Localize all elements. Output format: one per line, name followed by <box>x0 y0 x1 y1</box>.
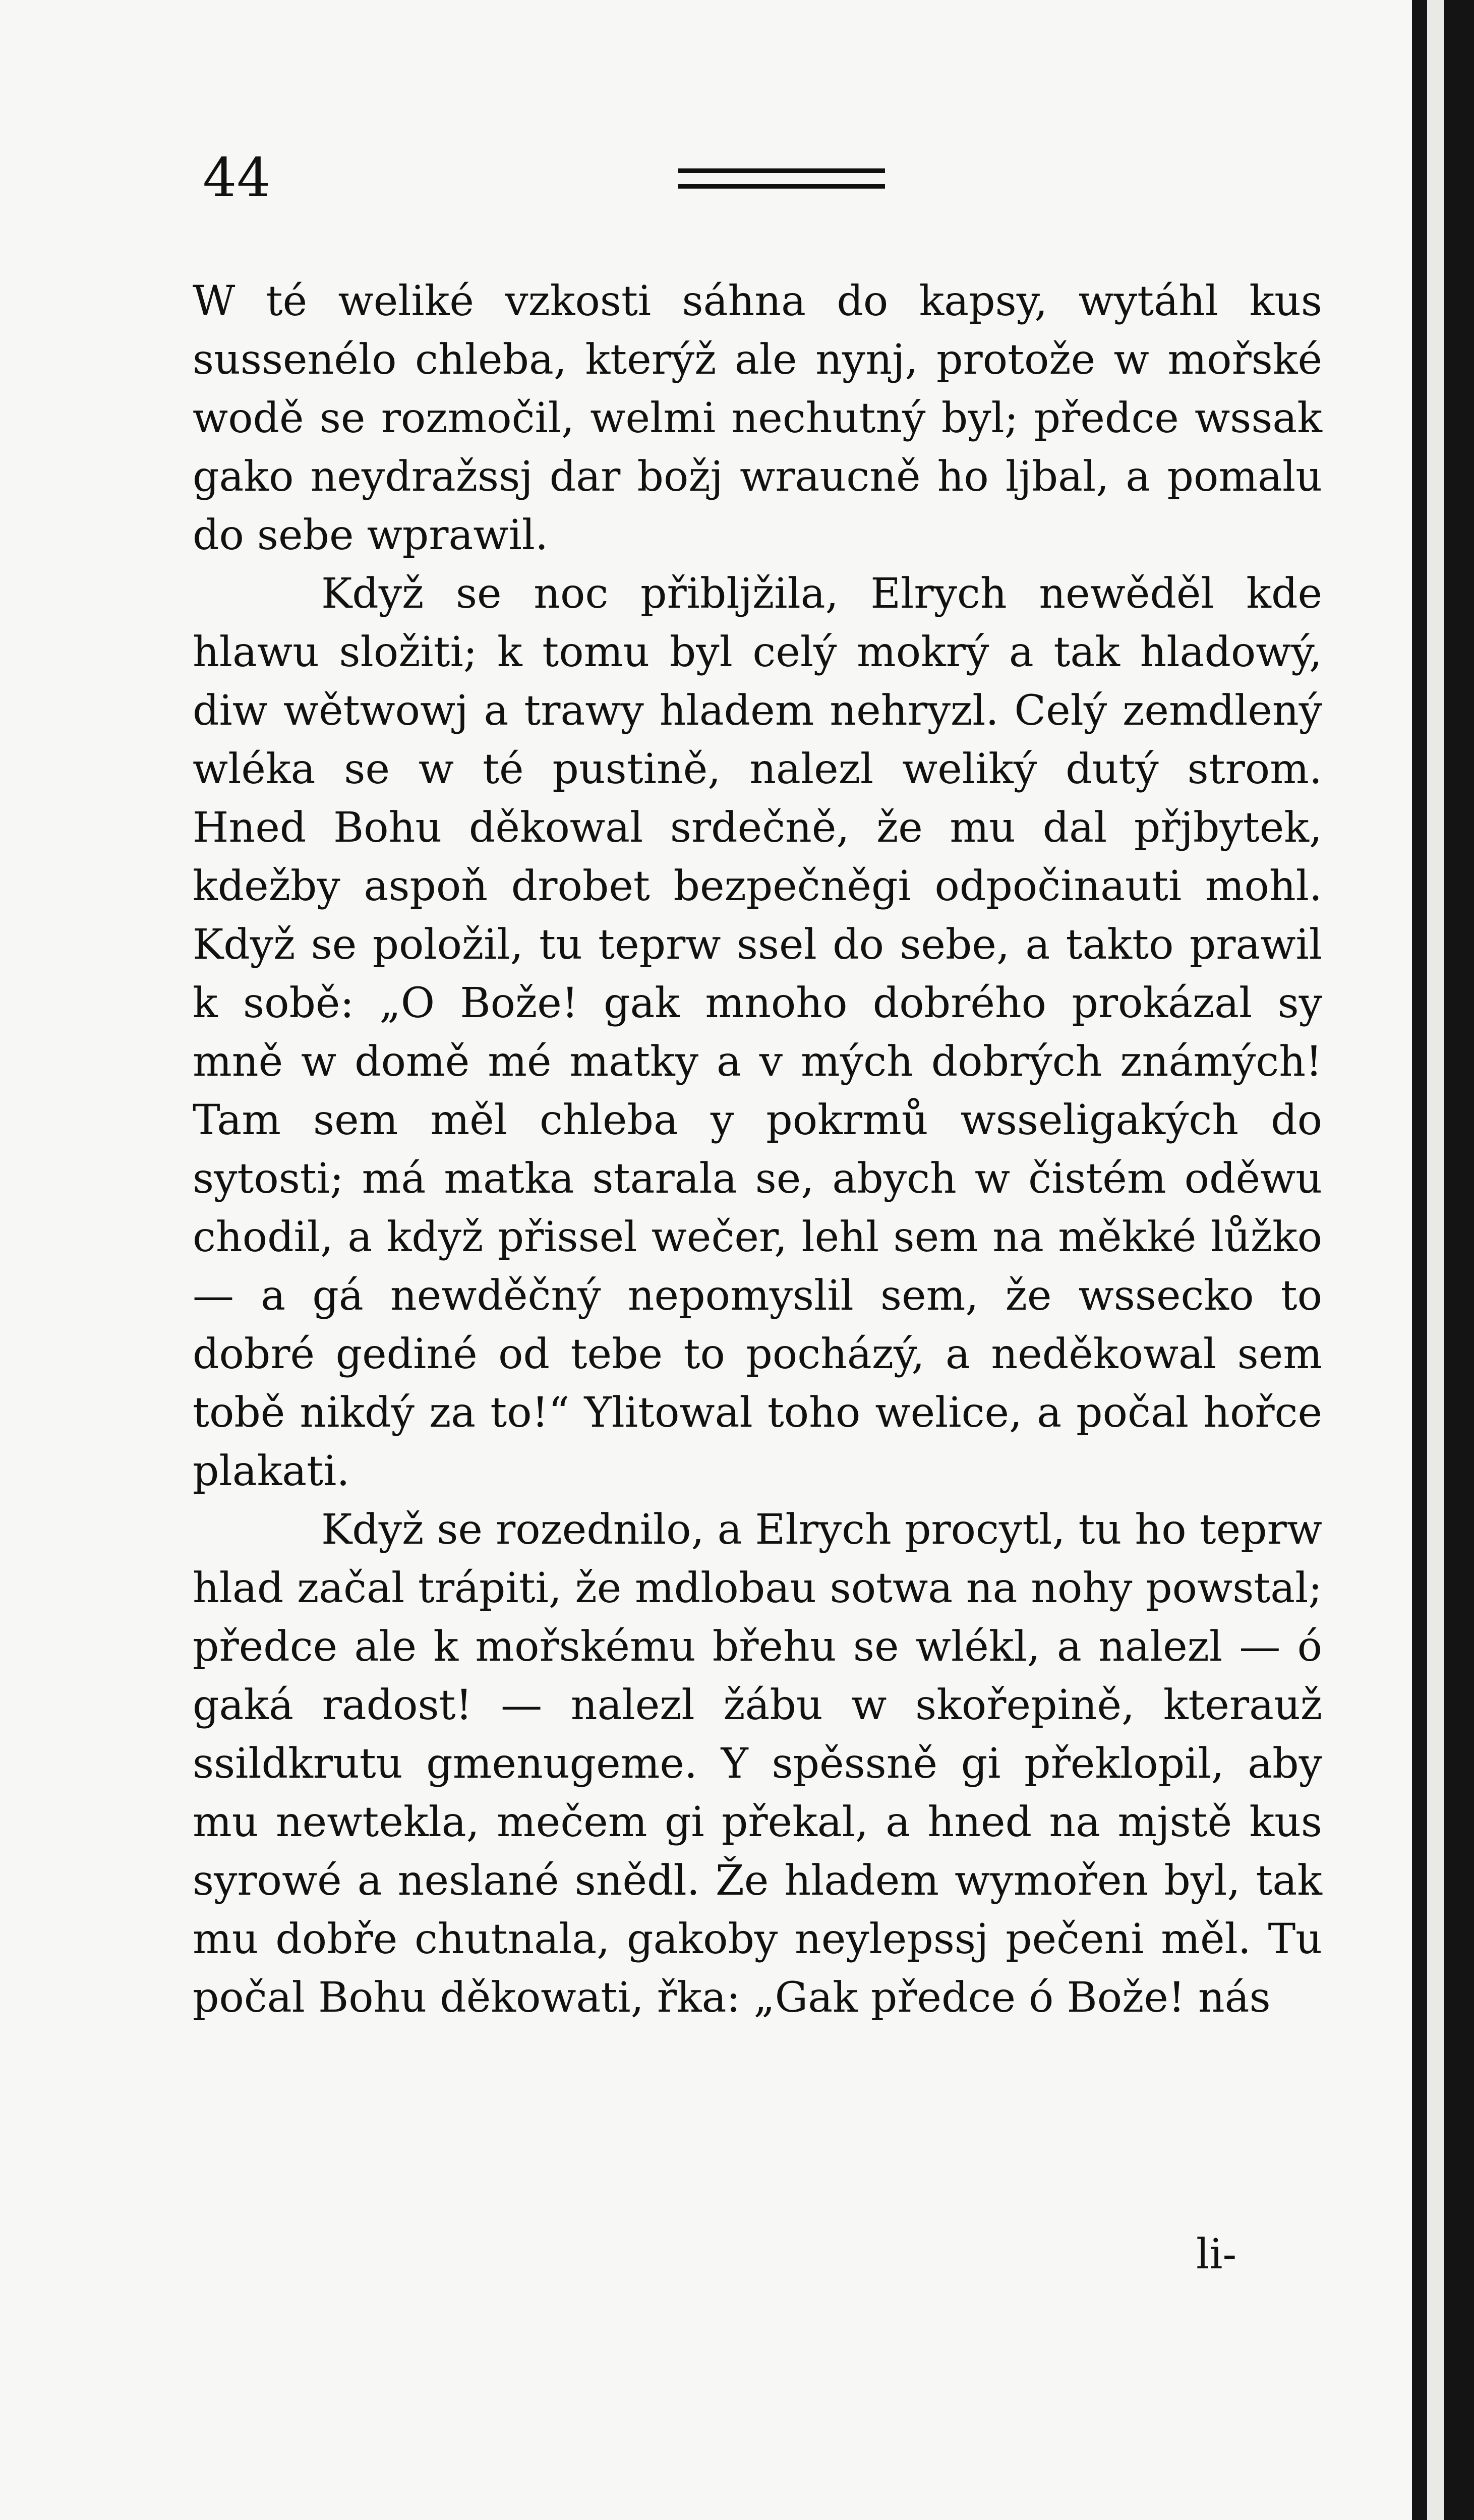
catchword: li- <box>1196 2231 1237 2278</box>
page-edge <box>1412 0 1474 2520</box>
paragraph-1: W té weliké vzkosti sáhna do kapsy, wytáhl kus sussenélo chleba, kterýž ale nynj, protože w mořské wodě se rozmočil, welmi nechutný byl; předce wssak gako neydražssj dar božj wraucně ho ljbal, a pomalu do sebe wprawil. <box>193 277 1322 559</box>
header-rule-line-bottom <box>678 184 885 189</box>
paragraph-3: Když se rozednilo, a Elrych procytl, tu ho teprw hlad začal trápiti, že mdlobau sotwa na nohy powstal; předce ale k mořskému břehu se wlékl, a nalezl — ó gaká radost! — nalezl žábu w skořepině, kterauž ssildkrutu gmenugeme. Y spěssně gi překlopil, aby mu newtekla, mečem gi překal, a hned na mjstě kus syrowé a neslané snědl. Že hladem wymořen byl, tak mu dobře chutnala, gakoby neylepssj pečeni měl. Tu počal Bohu děkowati, řka: „Gak předce ó Bože! nás <box>193 1506 1322 2022</box>
next-page-strip <box>1427 0 1444 2520</box>
header-rule <box>678 168 885 189</box>
page-number: 44 <box>203 147 271 209</box>
header-rule-line-top <box>678 168 885 173</box>
paragraph-2: Když se noc přibljžila, Elrych newěděl kde hlawu složiti; k tomu byl celý mokrý a tak hladowý, diw wětwowj a trawy hladem nehryzl. Celý zemdlený wléka se w té pustině, nalezl weliký dutý strom. Hned Bohu děkowal srdečně, že mu dal přjbytek, kdežby aspoň drobet bezpečněgi odpočinauti mohl. Když se položil, tu teprw ssel do sebe, a takto prawil k sobě: „O Bože! gak mnoho dobrého prokázal sy mně w domě mé matky a v mých dobrých známých! Tam sem měl chleba y pokrmů wsseligakých do sytosti; má matka starala se, abych w čistém oděwu chodil, a když přissel wečer, lehl sem na měkké lůžko — a gá newděčný nepomyslil sem, že wssecko to dobré gediné od tebe to pocházý, a neděkowal sem tobě nikdý za to!“ Ylitowal toho welice, a počal hořce plakati. <box>193 570 1322 1495</box>
body-text <box>193 272 1322 2027</box>
